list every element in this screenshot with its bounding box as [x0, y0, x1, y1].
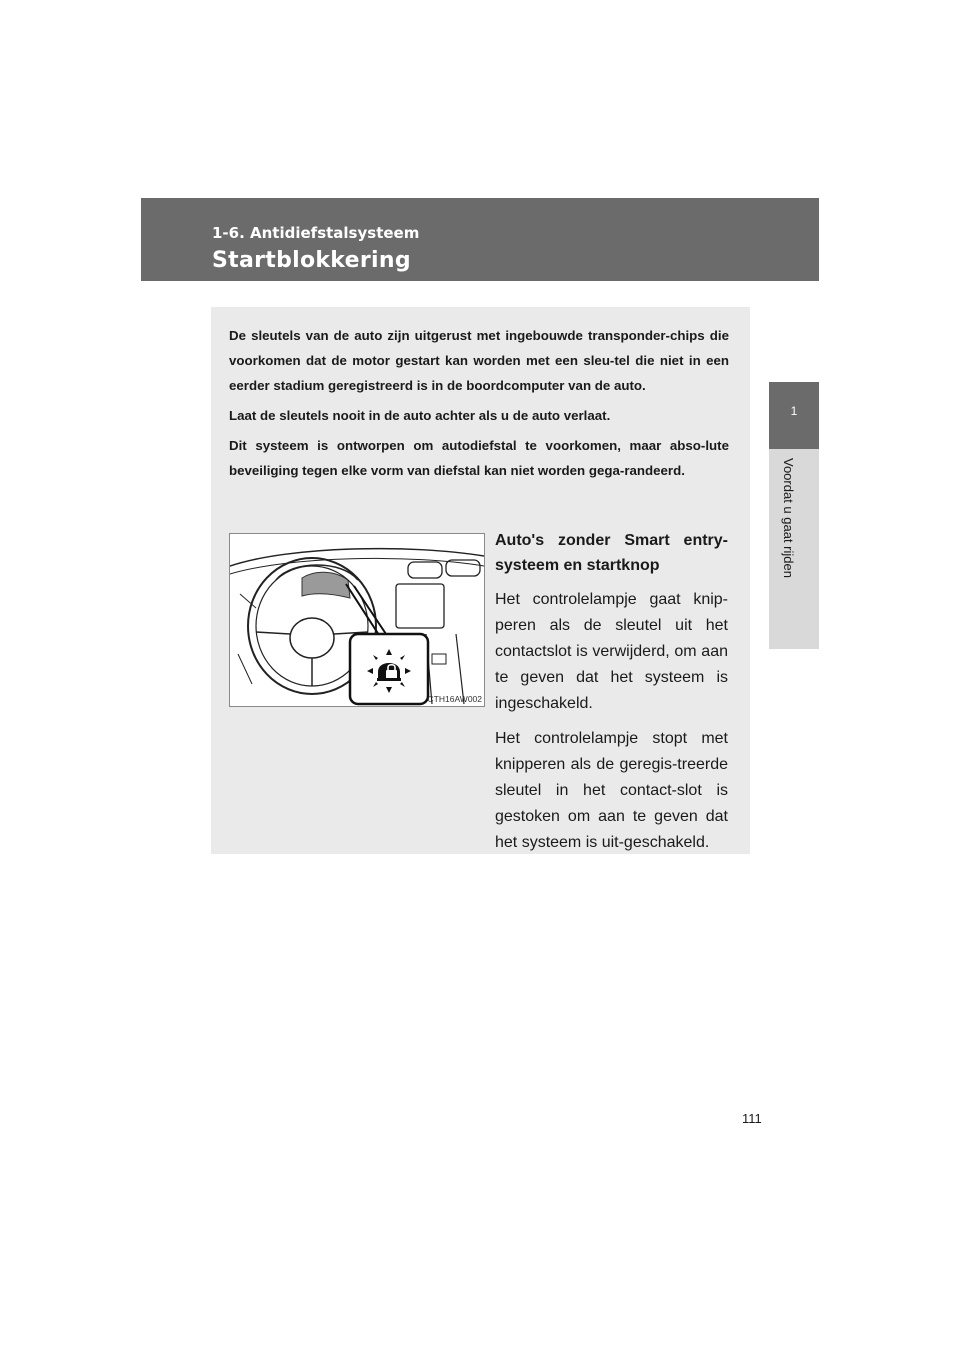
section-label: 1-6. Antidiefstalsysteem — [212, 224, 420, 242]
body-paragraph: Het controlelampje stopt met knipperen als de geregis-treerde sleutel in het contact-slot is gestoken om aan te geven dat het systeem is uit-geschakeld. — [495, 730, 728, 851]
intro-paragraph: Dit systeem is ontworpen om autodiefstal te voorkomen, maar abso-lute beveiliging tegen elke vorm van diefstal kan niet worden gega-randeerd. — [229, 438, 729, 478]
chapter-tab — [769, 382, 819, 449]
intro-paragraph: Laat de sleutels nooit in de auto achter als u de auto verlaat. — [229, 408, 611, 423]
dashboard-drawing — [230, 534, 484, 706]
flashing-lock-car-icon — [364, 646, 414, 696]
dashboard-illustration — [229, 533, 485, 707]
chapter-title: Voordat u gaat rijden — [781, 458, 796, 578]
figure-code: CTH16AW002 — [427, 694, 482, 704]
intro-paragraph: De sleutels van de auto zijn uitgerust met ingebouwde transponder-chips die voorkomen dat de motor gestart kan worden met een sleu-tel die niet in een eerder stadium geregistreerd is in de boordcomputer van de auto. — [229, 328, 729, 393]
header-band — [141, 198, 819, 281]
section-heading: Auto's zonder Smart entry-systeem en startknop — [495, 532, 728, 574]
smart-entry-section — [495, 528, 728, 856]
content-box — [211, 307, 750, 854]
page-number: 111 — [742, 1111, 762, 1126]
chapter-number: 1 — [790, 404, 798, 418]
body-paragraph: Het controlelampje gaat knip-peren als de sleutel uit het contactslot is verwijderd, om aan te geven dat het systeem is ingeschakeld. — [495, 591, 728, 712]
page-title: Startblokkering — [212, 248, 411, 273]
intro-text — [229, 323, 729, 488]
